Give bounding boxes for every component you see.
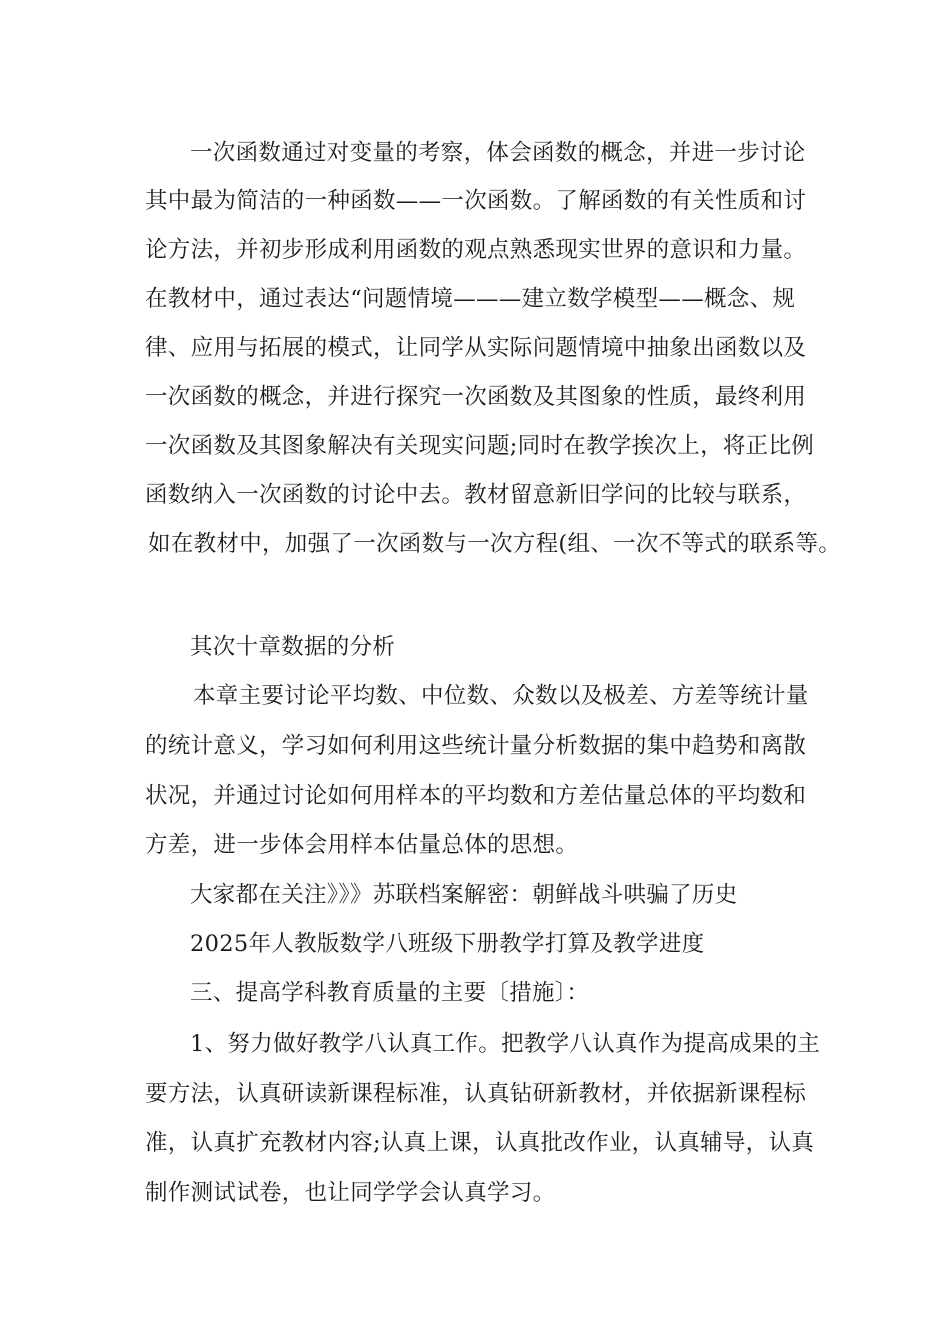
section-heading: 其次十章数据的分析 [190, 634, 396, 660]
paragraph-line: 的统计意义，学习如何利用这些统计量分析数据的集中趋势和离散 [145, 733, 807, 759]
paragraph-line: 一次函数的概念，并进行探究一次函数及其图象的性质，最终利用 [145, 384, 807, 410]
paragraph-line: 准，认真扩充教材内容;认真上课，认真批改作业，认真辅导，认真 [145, 1130, 815, 1156]
paragraph-line: 一次函数通过对变量的考察，体会函数的概念，并进一步讨论 [190, 140, 806, 166]
related-link-line: 大家都在关注》》》苏联档案解密：朝鲜战斗哄骗了历史 [190, 882, 738, 908]
paragraph-line: 制作测试试卷，也让同学学会认真学习。 [145, 1180, 556, 1206]
paragraph-line: 一次函数及其图象解决有关现实问题;同时在教学挨次上，将正比例 [145, 433, 815, 459]
paragraph-line: 如在教材中，加强了一次函数与一次方程(组、一次不等式的联系等。 [148, 531, 842, 557]
paragraph-line: 方差，进一步体会用样本估量总体的思想。 [145, 832, 579, 858]
paragraph-line: 本章主要讨论平均数、中位数、众数以及极差、方差等统计量 [193, 683, 809, 709]
paragraph-line: 在教材中，通过表达“问题情境———建立数学模型——概念、规 [145, 286, 796, 312]
paragraph-line: 其中最为简洁的一种函数——一次函数。了解函数的有关性质和讨 [145, 188, 807, 214]
paragraph-line: 状况，并通过讨论如何用样本的平均数和方差估量总体的平均数和 [145, 783, 807, 809]
document-title-line: 2025年人教版数学八班级下册教学打算及教学进度 [190, 931, 705, 957]
paragraph-line: 论方法，并初步形成利用函数的观点熟悉现实世界的意识和力量。 [145, 237, 807, 263]
section-heading: 三、提高学科教育质量的主要〔措施〕： [190, 980, 590, 1006]
paragraph-line: 1、努力做好教学八认真工作。把教学八认真作为提高成果的主 [190, 1031, 821, 1057]
paragraph-line: 律、应用与拓展的模式，让同学从实际问题情境中抽象出函数以及 [145, 335, 807, 361]
paragraph-line: 函数纳入一次函数的讨论中去。教材留意新旧学问的比较与联系， [145, 482, 807, 508]
paragraph-line: 要方法，认真研读新课程标准，认真钻研新教材，并依据新课程标 [145, 1081, 807, 1107]
